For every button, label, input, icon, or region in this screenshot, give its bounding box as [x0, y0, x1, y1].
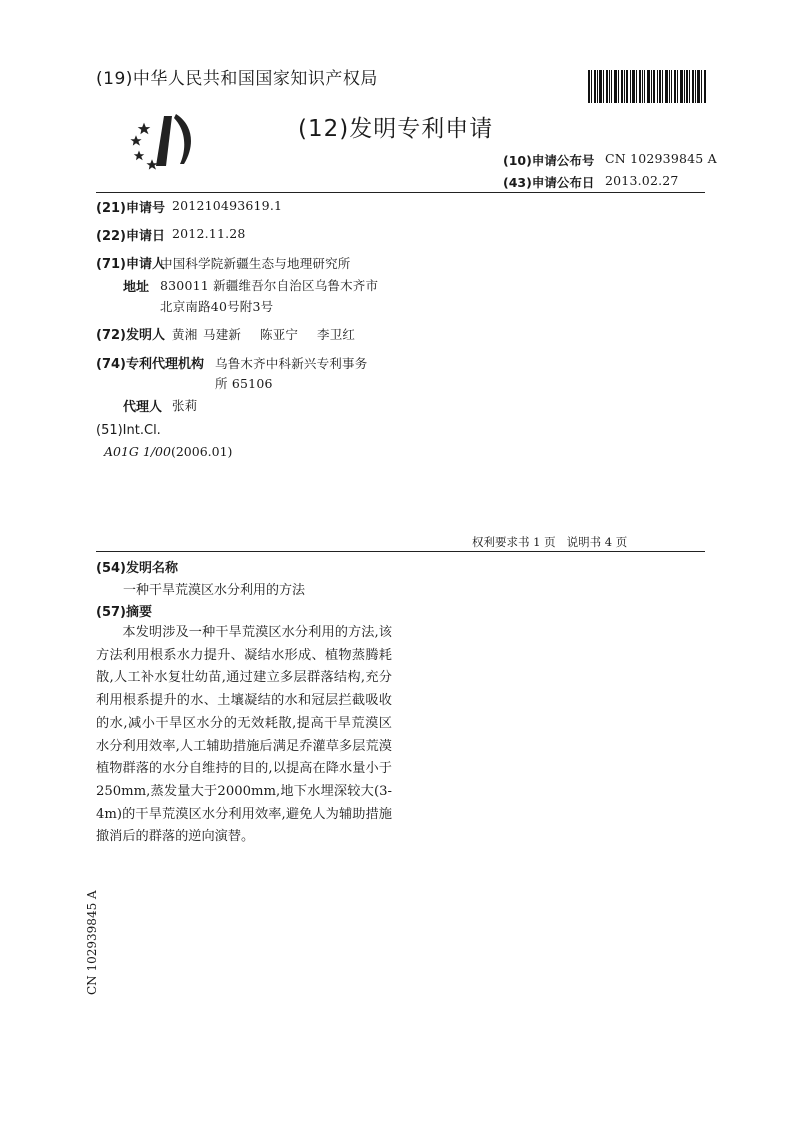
ipc-classification	[104, 444, 232, 459]
cnipa-logo-icon	[126, 110, 206, 170]
applicant-label: (71)申请人	[96, 257, 165, 272]
publication-number: CN 102939845 A	[605, 151, 717, 166]
application-number: 201210493619.1	[172, 198, 283, 213]
inventors-label: (72)发明人	[96, 328, 165, 343]
ipc-version: (2006.01)	[170, 444, 233, 459]
inventor-name: 李卫红	[317, 327, 356, 342]
ipc-label: (51)Int.Cl.	[96, 423, 161, 438]
side-publication-number: CN 102939845 A	[85, 890, 99, 995]
patent-agency-line-1: 乌鲁木齐中科新兴专利事务	[215, 356, 368, 371]
application-date-label: (22)申请日	[96, 229, 165, 244]
page-count-info: 权利要求书 1 页 说明书 4 页	[472, 535, 628, 549]
applicant-name: 中国科学院新疆生态与地理研究所	[160, 256, 351, 271]
invention-title-label: (54)发明名称	[96, 561, 178, 576]
address-line-2: 北京南路40号附3号	[160, 299, 274, 314]
invention-title: 一种干旱荒漠区水分利用的方法	[123, 583, 306, 598]
address-label: 地址	[123, 280, 150, 295]
body-divider	[96, 551, 705, 552]
patent-agency-line-2: 所 65106	[215, 376, 273, 391]
abstract-text: 本发明涉及一种干旱荒漠区水分利用的方法,该方法利用根系水力提升、凝结水形成、植物蒸腾耗散,人工补水复壮幼苗,通过建立多层群落结构,充分利用根系提升的水、土壤凝结的水和冠层拦截吸收的水,减小干旱区水分的无效耗散,提高干旱荒漠区水分利用效率,人工辅助措施后满足乔灌草多层荒漠植物群落的水分自维持的目的,以提高在降水量小于250mm,蒸发量大于2000mm,地下水埋深较大(3-4m)的干旱荒漠区水分利用效率,避免人为辅助措施撤消后的群落的逆向演替。	[96, 625, 392, 845]
application-date: 2012.11.28	[172, 226, 246, 241]
patent-agency-label: (74)专利代理机构	[96, 357, 204, 372]
agent-name: 张莉	[172, 398, 198, 413]
header-divider	[96, 192, 705, 193]
publication-date-label: (43)申请公布日	[503, 175, 595, 190]
ipc-code: A01G 1/00	[104, 444, 171, 459]
abstract-body	[96, 622, 392, 849]
inventor-name: 马建新	[203, 327, 242, 342]
publication-number-label: (10)申请公布号	[503, 153, 595, 168]
agent-label: 代理人	[123, 400, 163, 415]
issuing-authority: (19)中华人民共和国国家知识产权局	[96, 69, 378, 89]
barcode-image	[588, 70, 706, 103]
document-type-title: (12)发明专利申请	[298, 116, 494, 142]
abstract-label: (57)摘要	[96, 605, 152, 620]
inventor-name: 黄湘	[172, 327, 198, 342]
address-line-1: 830011 新疆维吾尔自治区乌鲁木齐市	[160, 278, 379, 293]
publication-date: 2013.02.27	[605, 173, 679, 188]
inventor-name: 陈亚宁	[260, 327, 299, 342]
application-number-label: (21)申请号	[96, 201, 165, 216]
